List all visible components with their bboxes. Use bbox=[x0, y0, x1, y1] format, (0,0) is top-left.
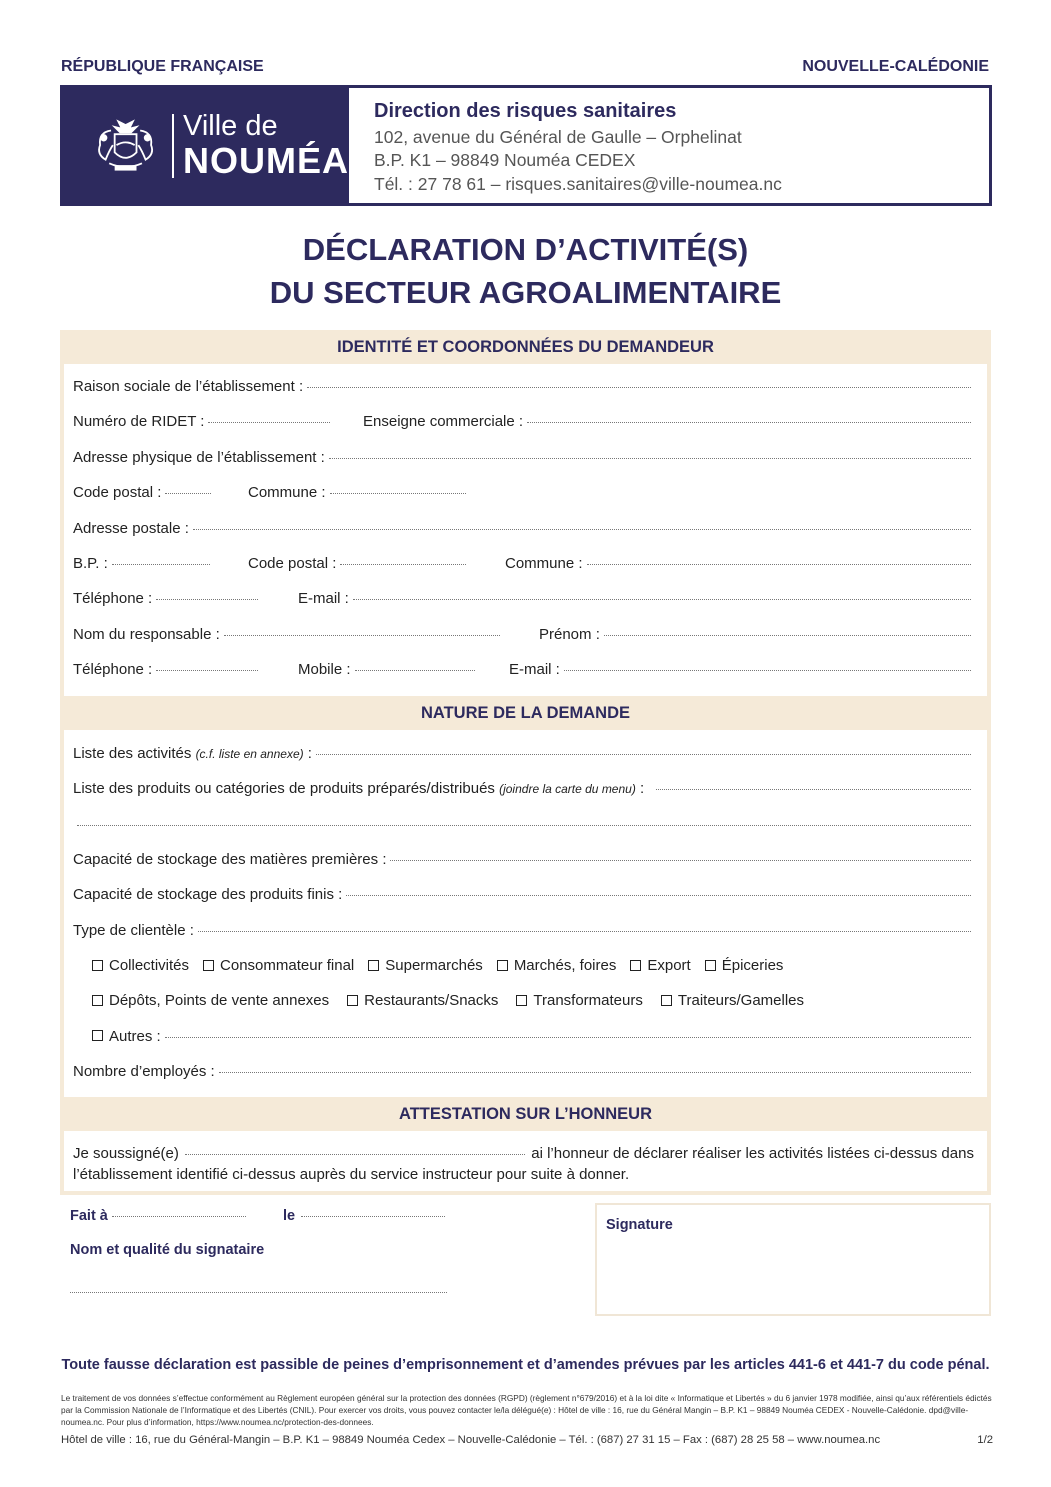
signature-fields bbox=[70, 1208, 450, 1293]
nom-qualite-label: Nom et qualité du signataire bbox=[70, 1242, 265, 1258]
checkbox-collectivites[interactable]: Collectivités bbox=[92, 957, 189, 974]
page-number: 1/2 bbox=[977, 1434, 993, 1446]
checkbox-traiteurs[interactable]: Traiteurs/Gamelles bbox=[661, 992, 804, 1009]
republique-label: RÉPUBLIQUE FRANÇAISE bbox=[61, 58, 264, 75]
footer bbox=[61, 1434, 993, 1446]
field-ridet[interactable]: Numéro de RIDET : bbox=[73, 413, 363, 430]
contact-block bbox=[349, 88, 782, 203]
clientele-options-row-1 bbox=[92, 957, 971, 974]
field-code-postal[interactable]: Code postal : bbox=[73, 484, 248, 501]
field-produits-line-2[interactable] bbox=[73, 816, 971, 833]
coat-of-arms-icon bbox=[91, 115, 160, 177]
field-adresse-postale[interactable]: Adresse postale : bbox=[73, 520, 971, 537]
direction-name: Direction des risques sanitaires bbox=[374, 100, 677, 122]
signature-box[interactable] bbox=[595, 1203, 991, 1316]
field-raison-sociale[interactable]: Raison sociale de l’établissement : bbox=[73, 378, 971, 395]
field-bp[interactable]: B.P. : bbox=[73, 555, 248, 572]
checkbox-autres[interactable] bbox=[92, 1030, 103, 1041]
field-commune-2[interactable]: Commune : bbox=[505, 555, 971, 572]
checkbox-export[interactable]: Export bbox=[630, 957, 690, 974]
field-nom-qualite[interactable] bbox=[70, 1292, 447, 1293]
logo-ville: Ville de bbox=[183, 110, 278, 142]
field-clientele[interactable]: Type de clientèle : bbox=[73, 922, 971, 939]
title-line-1: DÉCLARATION D’ACTIVITÉ(S) bbox=[302, 232, 749, 267]
checkbox-epiceries[interactable]: Épiceries bbox=[705, 957, 784, 974]
field-responsable[interactable]: Nom du responsable : bbox=[73, 626, 539, 643]
warning-text: Toute fausse déclaration est passible de peines d’emprisonnement et d’amendes prévues par les articles 441-6 et 441-7 du code pénal. bbox=[61, 1357, 990, 1373]
field-autres[interactable]: Autres : bbox=[92, 1028, 971, 1045]
logo-separator bbox=[172, 114, 174, 178]
field-email[interactable]: E-mail : bbox=[298, 590, 971, 607]
field-employes[interactable]: Nombre d’employés : bbox=[73, 1063, 971, 1080]
logo bbox=[63, 88, 349, 203]
section-nature bbox=[64, 730, 987, 1097]
region-label: NOUVELLE-CALÉDONIE bbox=[802, 58, 989, 75]
checkbox-transformateurs[interactable]: Transformateurs bbox=[516, 992, 642, 1009]
field-prenom[interactable]: Prénom : bbox=[539, 626, 971, 643]
field-date[interactable]: le bbox=[283, 1208, 445, 1224]
section-attestation-title: ATTESTATION SUR L’HONNEUR bbox=[399, 1105, 652, 1123]
checkbox-restaurants[interactable]: Restaurants/Snacks bbox=[347, 992, 498, 1009]
field-mobile[interactable]: Mobile : bbox=[298, 661, 509, 678]
checkbox-depots[interactable]: Dépôts, Points de vente annexes bbox=[92, 992, 329, 1009]
footer-address: Hôtel de ville : 16, rue du Général-Mangin – B.P. K1 – 98849 Nouméa Cedex – Nouvelle-Calédonie – Tél. : (687) 27 31 15 – Fax : (687) 28 25 58 – www.noumea.nc bbox=[61, 1434, 881, 1446]
section-nature-title: NATURE DE LA DEMANDE bbox=[421, 704, 630, 722]
checkbox-consommateur-final[interactable]: Consommateur final bbox=[203, 957, 354, 974]
signature-label: Signature bbox=[606, 1217, 673, 1233]
checkbox-supermarches[interactable]: Supermarchés bbox=[368, 957, 483, 974]
field-code-postal-2[interactable]: Code postal : bbox=[248, 555, 505, 572]
field-fait-a[interactable]: Fait à bbox=[70, 1208, 283, 1224]
section-identite-title: IDENTITÉ ET COORDONNÉES DU DEMANDEUR bbox=[337, 338, 714, 356]
section-attestation bbox=[64, 1131, 987, 1191]
field-activites[interactable]: Liste des activités (c.f. liste en annexe) : bbox=[73, 745, 971, 762]
form bbox=[60, 330, 991, 1195]
page-title bbox=[0, 228, 1051, 314]
field-commune[interactable]: Commune : bbox=[248, 484, 466, 501]
section-identite bbox=[64, 364, 987, 696]
field-adresse-physique[interactable]: Adresse physique de l’établissement : bbox=[73, 449, 971, 466]
header bbox=[60, 85, 992, 206]
field-telephone-2[interactable]: Téléphone : bbox=[73, 661, 298, 678]
field-stockage-mp[interactable]: Capacité de stockage des matières premières : bbox=[73, 851, 971, 868]
field-email-2[interactable]: E-mail : bbox=[509, 661, 971, 678]
clientele-options-row-2 bbox=[92, 992, 971, 1009]
title-line-2: DU SECTEUR AGROALIMENTAIRE bbox=[269, 275, 782, 310]
address-line-2: B.P. K1 – 98849 Nouméa CEDEX bbox=[374, 150, 636, 170]
attestation-text[interactable]: Je soussigné(e) ai l’honneur de déclarer réaliser les activités listées ci-dessus dans l’établissement identifié ci-dessus auprès du service instructeur pour suite à donner. bbox=[73, 1145, 974, 1183]
field-enseigne[interactable]: Enseigne commerciale : bbox=[363, 413, 971, 430]
phone-email: Tél. : 27 78 61 – risques.sanitaires@ville-noumea.nc bbox=[374, 173, 782, 194]
legal-notice: Le traitement de vos données s’effectue conformément au Règlement européen général sur la protection des données (RGPD) (règlement n°679/2016) et à la loi dite « Informatique et Libertés » du 6 janvier 1978 modifiée, ainsi qu’aux référentiels édictés par la Commission Nationale de l’Informatique et des Libertés (CNIL). Pour exercer vos droits, vous pouvez contacter le/la délégué(e) : Hôtel de ville : 16, rue du Général Mangin – B.P. K1 – 98849 Nouméa CEDEX - Nouvelle-Calédonie. dpd@ville-noumea.nc. Pour plus d’information, https://www.noumea.nc/protection-des-donnees. bbox=[61, 1393, 992, 1427]
checkbox-marches-foires[interactable]: Marchés, foires bbox=[497, 957, 617, 974]
field-telephone[interactable]: Téléphone : bbox=[73, 590, 298, 607]
field-produits[interactable]: Liste des produits ou catégories de produits préparés/distribués (joindre la carte du menu) : bbox=[73, 780, 971, 797]
address-line-1: 102, avenue du Général de Gaulle – Orphelinat bbox=[374, 126, 742, 147]
field-stockage-pf[interactable]: Capacité de stockage des produits finis : bbox=[73, 886, 971, 903]
logo-noumea: NOUMÉA bbox=[183, 140, 349, 181]
